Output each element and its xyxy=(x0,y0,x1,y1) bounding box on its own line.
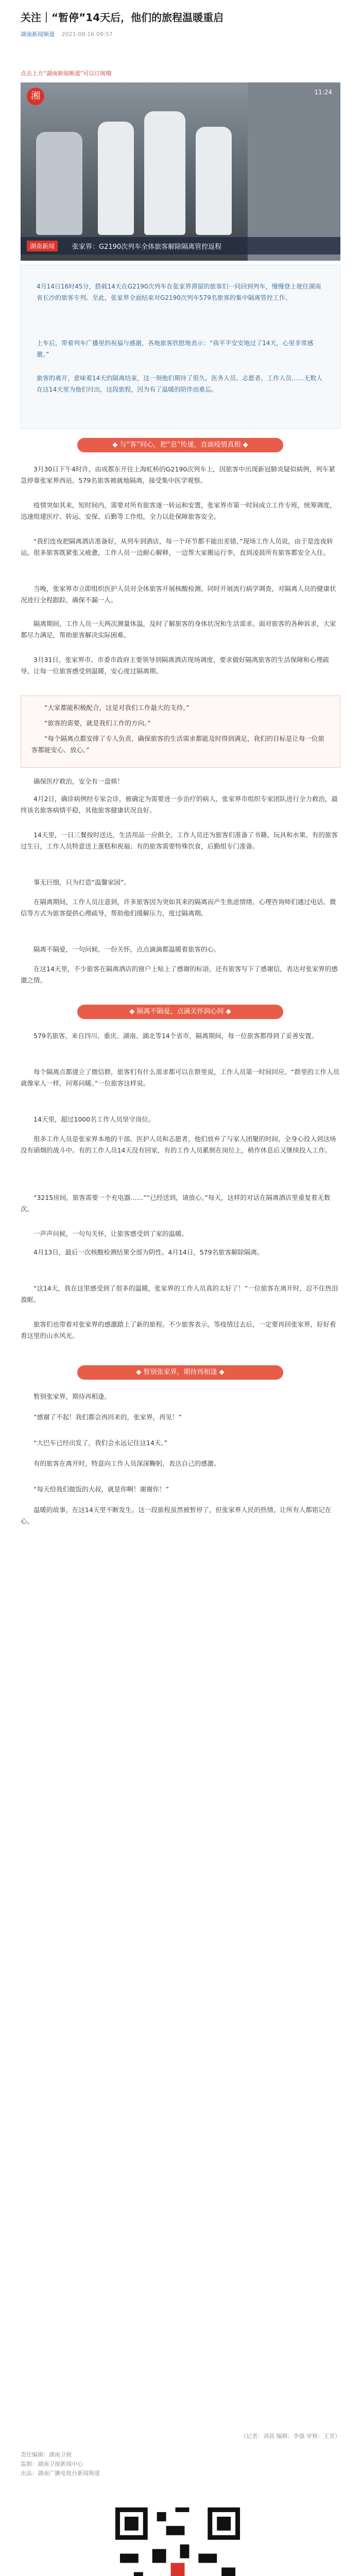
body-paragraph: 4月2日，确诊病例经专家会诊，被确定为需要进一步治疗的病人，张家界市组织专家团队进行全力救治，最终该名旅客病情平稳，其他旅客健康状况良好。 xyxy=(21,795,338,814)
body-paragraph: 在这14天里，不少旅客在隔离酒店的窗户上贴上了感谢的标语，还有旅客写下了感谢信，表达对张家界的感激之情。 xyxy=(21,965,338,984)
editor-line: 责任编辑：湖南卫视 xyxy=(21,2451,72,2458)
body-paragraph: 事无巨细，只为打造“温馨家园”。 xyxy=(33,878,130,886)
figure-protective-suit xyxy=(196,127,232,235)
editor-line: 监制：湖南卫视新闻中心 xyxy=(21,2461,83,2467)
quote-line: “每个隔离点都安排了专人负责，确保旅客的生活需求都能及时得到满足，我们的目标是让每一位旅客都能安心、放心。” xyxy=(31,735,324,754)
quote-box xyxy=(21,696,340,768)
summary-paragraph: 旅客的离开，意味着14天的隔离结束，这一刻他们期待了很久。医务人员、志愿者、工作人员……无数人在这14天里为他们付出，这段旅程，因为有了温暖的陪伴而难忘。 xyxy=(37,375,323,393)
body-paragraph: “感谢了不起！我们都会再回来的，张家界，再见！” xyxy=(33,1413,182,1421)
article-source[interactable]: 湖南新闻频道 xyxy=(21,31,55,38)
body-paragraph: 在隔离期间，工作人员注意到，许多旅客因为突如其来的隔离而产生焦虑情绪。心理咨询师们通过电话、微信等方式为旅客提供心理疏导，帮助他们缓解压力，度过隔离期。 xyxy=(21,898,336,917)
section-banner: ◆ 隔离不隔爱，点滴关怀润心间 ◆ xyxy=(77,1005,283,1019)
video-time: 11:24 xyxy=(314,89,332,96)
section-banner: ◆ 与“客”同心，把“息”传递，直面疫情真相 ◆ xyxy=(77,438,283,452)
section-banner: ◆ 暂别张家界，期待再相逢 ◆ xyxy=(77,1365,283,1380)
qr-area xyxy=(36,2493,324,2576)
summary-paragraph: 4月14日16时45分，搭载14天在G2190次列车在张家界滞留的旅客们一同回到列车，慢慢登上驶往湖南省长沙的旅客专列。至此，张家界全面结束对G2190次列车579名旅客的集中隔离管控工作。 xyxy=(37,283,321,301)
video-player[interactable] xyxy=(21,82,340,261)
editor-line: 出品：湖南广播电视台新闻频道 xyxy=(21,2470,100,2477)
video-wall xyxy=(248,82,340,261)
caption-text: 张家界：G2190次列车全体旅客解除隔离管控返程 xyxy=(72,243,222,251)
body-paragraph: 有的旅客在离开时，特意向工作人员深深鞠躬，表达自己的感激。 xyxy=(33,1460,220,1467)
figure-protective-suit xyxy=(98,122,134,235)
body-paragraph: “我们连夜把隔离酒店准备好，从列车到酒店，每一个环节都不能出差错。”现场工作人员说，由于是连夜转运，很多旅客既紧张又疲惫，工作人员一边耐心解释，一边帮大家搬运行李，直到凌晨所有旅客都安全入住。 xyxy=(21,537,333,556)
body-paragraph: “大巴车已经出发了，我们会永远记住这14天。” xyxy=(33,1439,168,1447)
article-title: 关注｜“暂停”14天后，他们的旅程温暖重启 xyxy=(21,11,224,24)
body-paragraph: 隔离期间，工作人员一天两次测量体温，及时了解旅客的身体状况和生活需求。面对旅客的各种诉求，大家都尽力满足，帮助旅客解决实际困难。 xyxy=(21,620,336,639)
body-paragraph: 很多工作人员是张家界本地的干部、医护人员和志愿者，他们放弃了与家人团聚的时间，全身心投入到这场没有硝烟的战斗中。有的工作人员14天没有回家，有的工作人员累倒在岗位上，稍作休息后又继续投入工作。 xyxy=(21,1135,336,1154)
body-paragraph: “每天给我们做饭的大叔，就是你啊！谢谢你！” xyxy=(33,1485,169,1493)
figure-protective-suit xyxy=(144,111,185,235)
body-paragraph: 14天里，超过1000名工作人员坚守岗位。 xyxy=(33,1115,155,1123)
body-paragraph: 一声声问候，一句句关怀，让旅客感受到了家的温暖。 xyxy=(33,1230,188,1238)
qr-card xyxy=(21,2487,340,2576)
editor-info xyxy=(21,2450,100,2478)
body-paragraph: 隔离不隔爱，一句问候，一份关怀，点点滴滴都温暖着旅客的心。 xyxy=(33,945,220,953)
body-paragraph: 疫情突如其来，短时间内，需要对所有旅客逐一转运和安置，张家界市第一时间成立工作专班，统筹调度，迅速组建医疗、转运、安保、后勤等工作组，全力以赴保障旅客安全。 xyxy=(21,501,336,520)
quote-line: “大家都能积极配合，这是对我们工作最大的支持。” xyxy=(44,704,190,711)
quote-line: “旅客的需要，就是我们工作的方向。” xyxy=(44,719,151,727)
channel-logo-icon: 湘 xyxy=(27,88,44,105)
body-paragraph: 14天里，一日三餐按时送达，生活用品一应俱全，工作人员还为旅客们准备了书籍、玩具和水果。有的旅客过生日，工作人员特意送上蛋糕和祝福；有的旅客需要特殊饮食，后勤组专门准备。 xyxy=(21,831,338,850)
qr-code-icon[interactable] xyxy=(111,2503,245,2576)
body-paragraph: 确保医疗救治，安全有一盘棋！ xyxy=(33,777,124,785)
article-meta xyxy=(21,30,118,38)
body-paragraph: 579名旅客，来自四川、重庆、湖南、湖北等14个省市，隔离期间，每一位旅客都得到了妥善安置。 xyxy=(33,1032,318,1040)
summary-paragraph: 上车后，带着列车广播里的祝福与感谢，各地旅客欣慰地表示：“我平平安安地过了14天，心里非常感激。” xyxy=(37,340,314,358)
body-paragraph: 每个隔离点都建立了微信群，旅客们有什么需求都可以在群里说，工作人员第一时间回应。“群里的工作人员就像家人一样，问寒问暖。”一位旅客这样说。 xyxy=(21,1068,339,1087)
summary-box xyxy=(21,265,340,429)
caption-tag: 湖南新闻 xyxy=(27,241,58,251)
body-paragraph: 当晚，张家界市立即组织医护人员对全体旅客开展核酸检测，同时开展流行病学调查，对隔离人员的健康状况进行全程跟踪，确保不漏一人。 xyxy=(21,585,336,604)
video-caption-bar xyxy=(21,237,340,255)
body-paragraph: “这14天，我在这里感受到了很多的温暖，张家界的工作人员真的太好了！”一位旅客在离开时，忍不住热泪盈眶。 xyxy=(21,1284,338,1303)
body-paragraph: 温暖的故事，在这14天里不断发生。这一段旅程虽然被暂停了，但张家界人民的热情，让所有人都铭记在心。 xyxy=(21,1506,332,1525)
body-paragraph: 暂别张家界，期待再相逢。 xyxy=(33,1393,111,1400)
body-paragraph: 3月31日，张家界市、市委市政府主要领导到隔离酒店现场调度，要求做好隔离旅客的生活保障和心理疏导，让每一位旅客感受到温暖，安心度过隔离期。 xyxy=(21,656,329,675)
body-paragraph: 4月13日，最后一次核酸检测结果全部为阴性。4月14日，579名旅客解除隔离。 xyxy=(33,1248,264,1256)
body-paragraph: “3215房间，旅客需要一个充电器……”“已经送到，请放心。”每天，这样的对话在隔离酒店里重复着无数次。 xyxy=(21,1194,331,1213)
article-date: 2021-08-16 09:57 xyxy=(61,31,113,38)
figure-protective-suit xyxy=(36,132,82,235)
follow-line[interactable]: 点击上方“湖南新闻频道”可以订阅哦 xyxy=(21,70,112,77)
body-paragraph: 旅客们也带着对张家界的感激踏上了新的旅程。不少旅客表示，等疫情过去后，一定要再回张家界，好好看看这里的山水风光。 xyxy=(21,1320,336,1340)
body-paragraph: 3月30日下午4时许，由成都东开往上海虹桥的G2190次列车上，因旅客中出现新冠肺炎疑似病例，列车紧急停靠张家界西站。579名旅客被就地隔离，接受集中医学观察。 xyxy=(21,465,335,484)
article-credit: （记者：刘晨 编辑：李强 审核：王芳） xyxy=(240,2433,340,2439)
